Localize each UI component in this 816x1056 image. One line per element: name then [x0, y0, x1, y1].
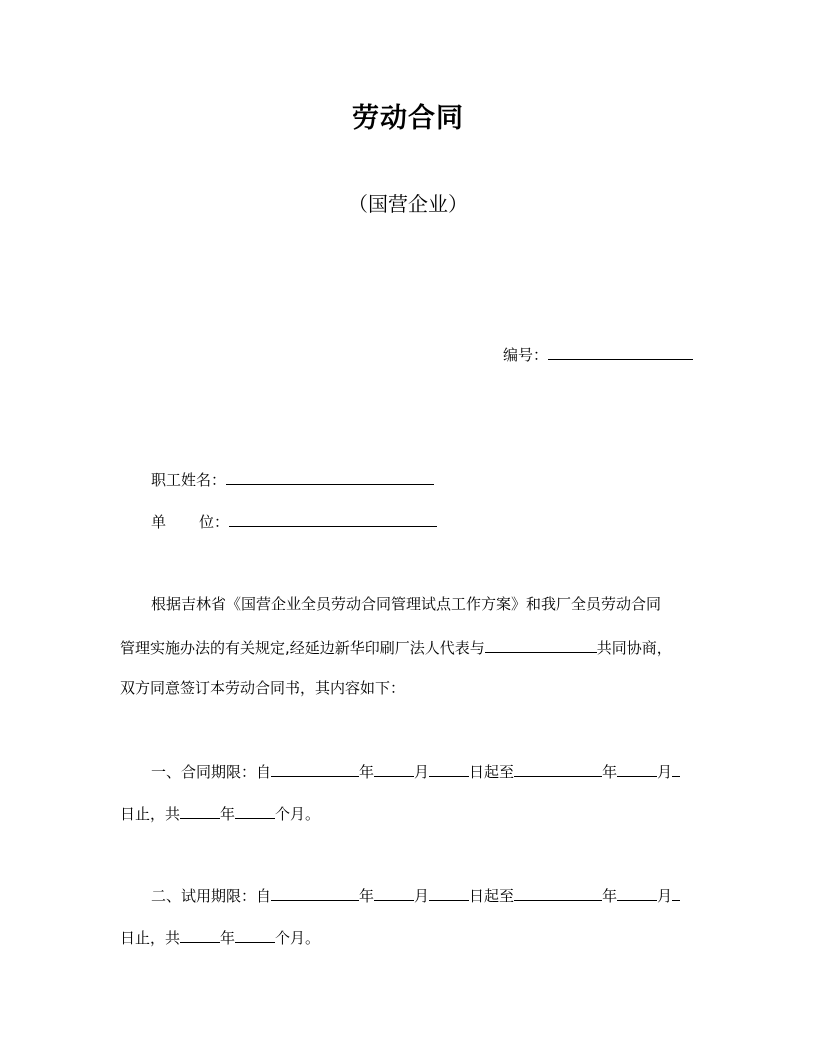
clause-2-label: 二、试用期限：自 — [151, 887, 272, 905]
clause-2-start-month-blank — [374, 884, 414, 901]
clause-2-end-year-blank — [514, 884, 602, 901]
clause-1-line-1 — [151, 760, 680, 782]
legal-rep-blank — [485, 636, 597, 653]
clause-2-from-to-text: 日起至 — [469, 887, 515, 905]
clause-1-month2-text: 月 — [657, 763, 673, 781]
clause-1-end-day-blank — [672, 760, 680, 777]
unit-blank — [229, 510, 437, 527]
clause-2-end-day-blank — [672, 884, 680, 901]
clause-1-from-to-text: 日起至 — [469, 763, 515, 781]
clause-2-months-blank — [235, 926, 275, 943]
intro-line-2 — [120, 636, 672, 658]
clause-1-label: 一、合同期限：自 — [151, 763, 272, 781]
clause-1-end-year-blank — [514, 760, 602, 777]
clause-1-years-text: 年 — [220, 805, 236, 823]
clause-1-month-text: 月 — [414, 763, 430, 781]
clause-1-end-month-blank — [617, 760, 657, 777]
clause-1-year-text: 年 — [359, 763, 375, 781]
contract-number-blank — [548, 343, 693, 360]
clause-1-line-2 — [120, 802, 320, 824]
clause-2-start-day-blank — [429, 884, 469, 901]
intro-line-2-end: 共同协商， — [596, 639, 672, 657]
clause-2-month2-text: 月 — [657, 887, 673, 905]
clause-2-years-text: 年 — [220, 929, 236, 947]
clause-2-line-2 — [120, 926, 320, 948]
clause-2-start-year-blank — [271, 884, 359, 901]
clause-1-years-blank — [180, 802, 220, 819]
clause-1-start-day-blank — [429, 760, 469, 777]
clause-2-years-blank — [180, 926, 220, 943]
clause-2-month-text: 月 — [414, 887, 430, 905]
employee-name-label: 职工姓名： — [151, 471, 227, 489]
clause-1-months-blank — [235, 802, 275, 819]
clause-1-year2-text: 年 — [602, 763, 618, 781]
unit-label-first: 单 — [151, 513, 167, 531]
clause-2-line-1 — [151, 884, 680, 906]
clause-2-end-month-blank — [617, 884, 657, 901]
document-subtitle: （国营企业） — [348, 192, 468, 216]
unit-label-second: 位： — [199, 513, 230, 531]
clause-1-start-year-blank — [271, 760, 359, 777]
intro-line-3: 双方同意签订本劳动合同书，其内容如下： — [120, 679, 406, 697]
clause-2-day-end-text: 日止，共 — [120, 929, 181, 947]
clause-1-months-text: 个月。 — [275, 805, 321, 823]
clause-2-year-text: 年 — [359, 887, 375, 905]
clause-1-day-end-text: 日止，共 — [120, 805, 181, 823]
contract-number-label: 编号： — [503, 346, 549, 364]
clause-2-months-text: 个月。 — [275, 929, 321, 947]
intro-line-2-text: 管理实施办法的有关规定,经延边新华印刷厂法人代表与 — [120, 639, 485, 657]
employee-name-blank — [226, 468, 434, 485]
unit-row — [151, 510, 437, 532]
contract-number-row — [503, 343, 693, 365]
clause-2-year2-text: 年 — [602, 887, 618, 905]
employee-name-row — [151, 468, 434, 490]
document-title: 劳动合同 — [352, 103, 464, 134]
intro-line-1: 根据吉林省《国营企业全员劳动合同管理试点工作方案》和我厂全员劳动合同 — [151, 595, 662, 613]
clause-1-start-month-blank — [374, 760, 414, 777]
